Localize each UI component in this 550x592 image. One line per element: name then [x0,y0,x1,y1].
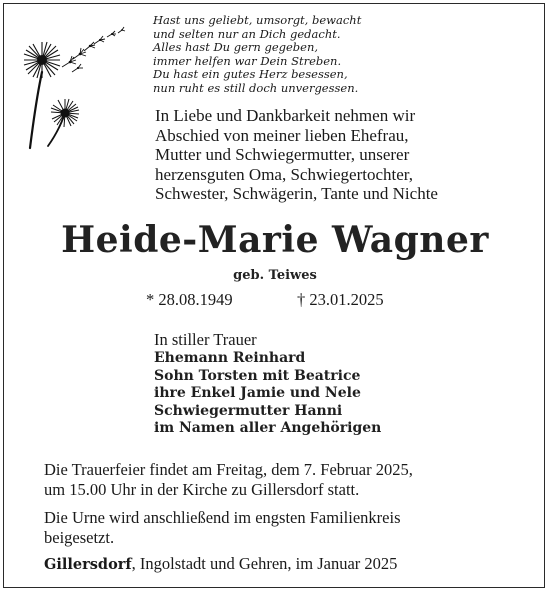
deceased-name: Heide-Marie Wagner [61,219,489,261]
funeral-info [44,460,512,499]
intro-line: In Liebe und Dankbarkeit nehmen wir [155,106,416,125]
poem [153,14,413,96]
intro-line: Mutter und Schwiegermutter, unserer [155,145,410,164]
mourner: Sohn Torsten mit Beatrice [154,367,361,384]
poem-line: und selten nur an Dich gedacht. [153,26,341,41]
mourners-list [154,350,381,438]
mourner: Schwiegermutter Hanni [154,402,343,419]
funeral-line: um 15.00 Uhr in der Kirche zu Gillersdorf statt. [44,479,360,499]
place-rest: , Ingolstadt und Gehren, im Januar 2025 [131,554,398,573]
poem-line: immer helfen war Dein Streben. [153,53,342,68]
death-date: † 23.01.2025 [297,290,384,309]
funeral-line: Die Trauerfeier findet am Freitag, dem 7. Februar 2025, [44,460,413,479]
dandelion-icon [18,20,138,150]
maiden-name: geb. Teiwes [233,268,317,283]
intro-line: Abschied von meiner lieben Ehefrau, [155,125,409,145]
poem-line: Hast uns geliebt, umsorgt, bewacht [153,13,362,27]
mourning-intro: In stiller Trauer [154,330,257,349]
place-town: Gillersdorf [44,556,132,573]
intro-line: herzensguten Oma, Schwiegertochter, [155,164,413,184]
intro-text [155,106,535,204]
urn-line: beigesetzt. [44,527,115,547]
place-date [44,554,397,574]
poem-line: Du hast ein gutes Herz besessen, [153,67,348,82]
urn-line: Die Urne wird anschließend im engsten Familienkreis [44,508,401,527]
mourner: im Namen aller Angehörigen [154,420,382,437]
mourner: Ehemann Reinhard [154,350,306,366]
mourner: ihre Enkel Jamie und Nele [154,385,361,402]
intro-line: Schwester, Schwägerin, Tante und Nichte [155,184,438,203]
birth-date: * 28.08.1949 [146,290,233,309]
poem-line: Alles hast Du gern gegeben, [153,40,319,55]
poem-line: nun ruht es still doch unvergessen. [153,80,359,95]
urn-info [44,508,512,547]
